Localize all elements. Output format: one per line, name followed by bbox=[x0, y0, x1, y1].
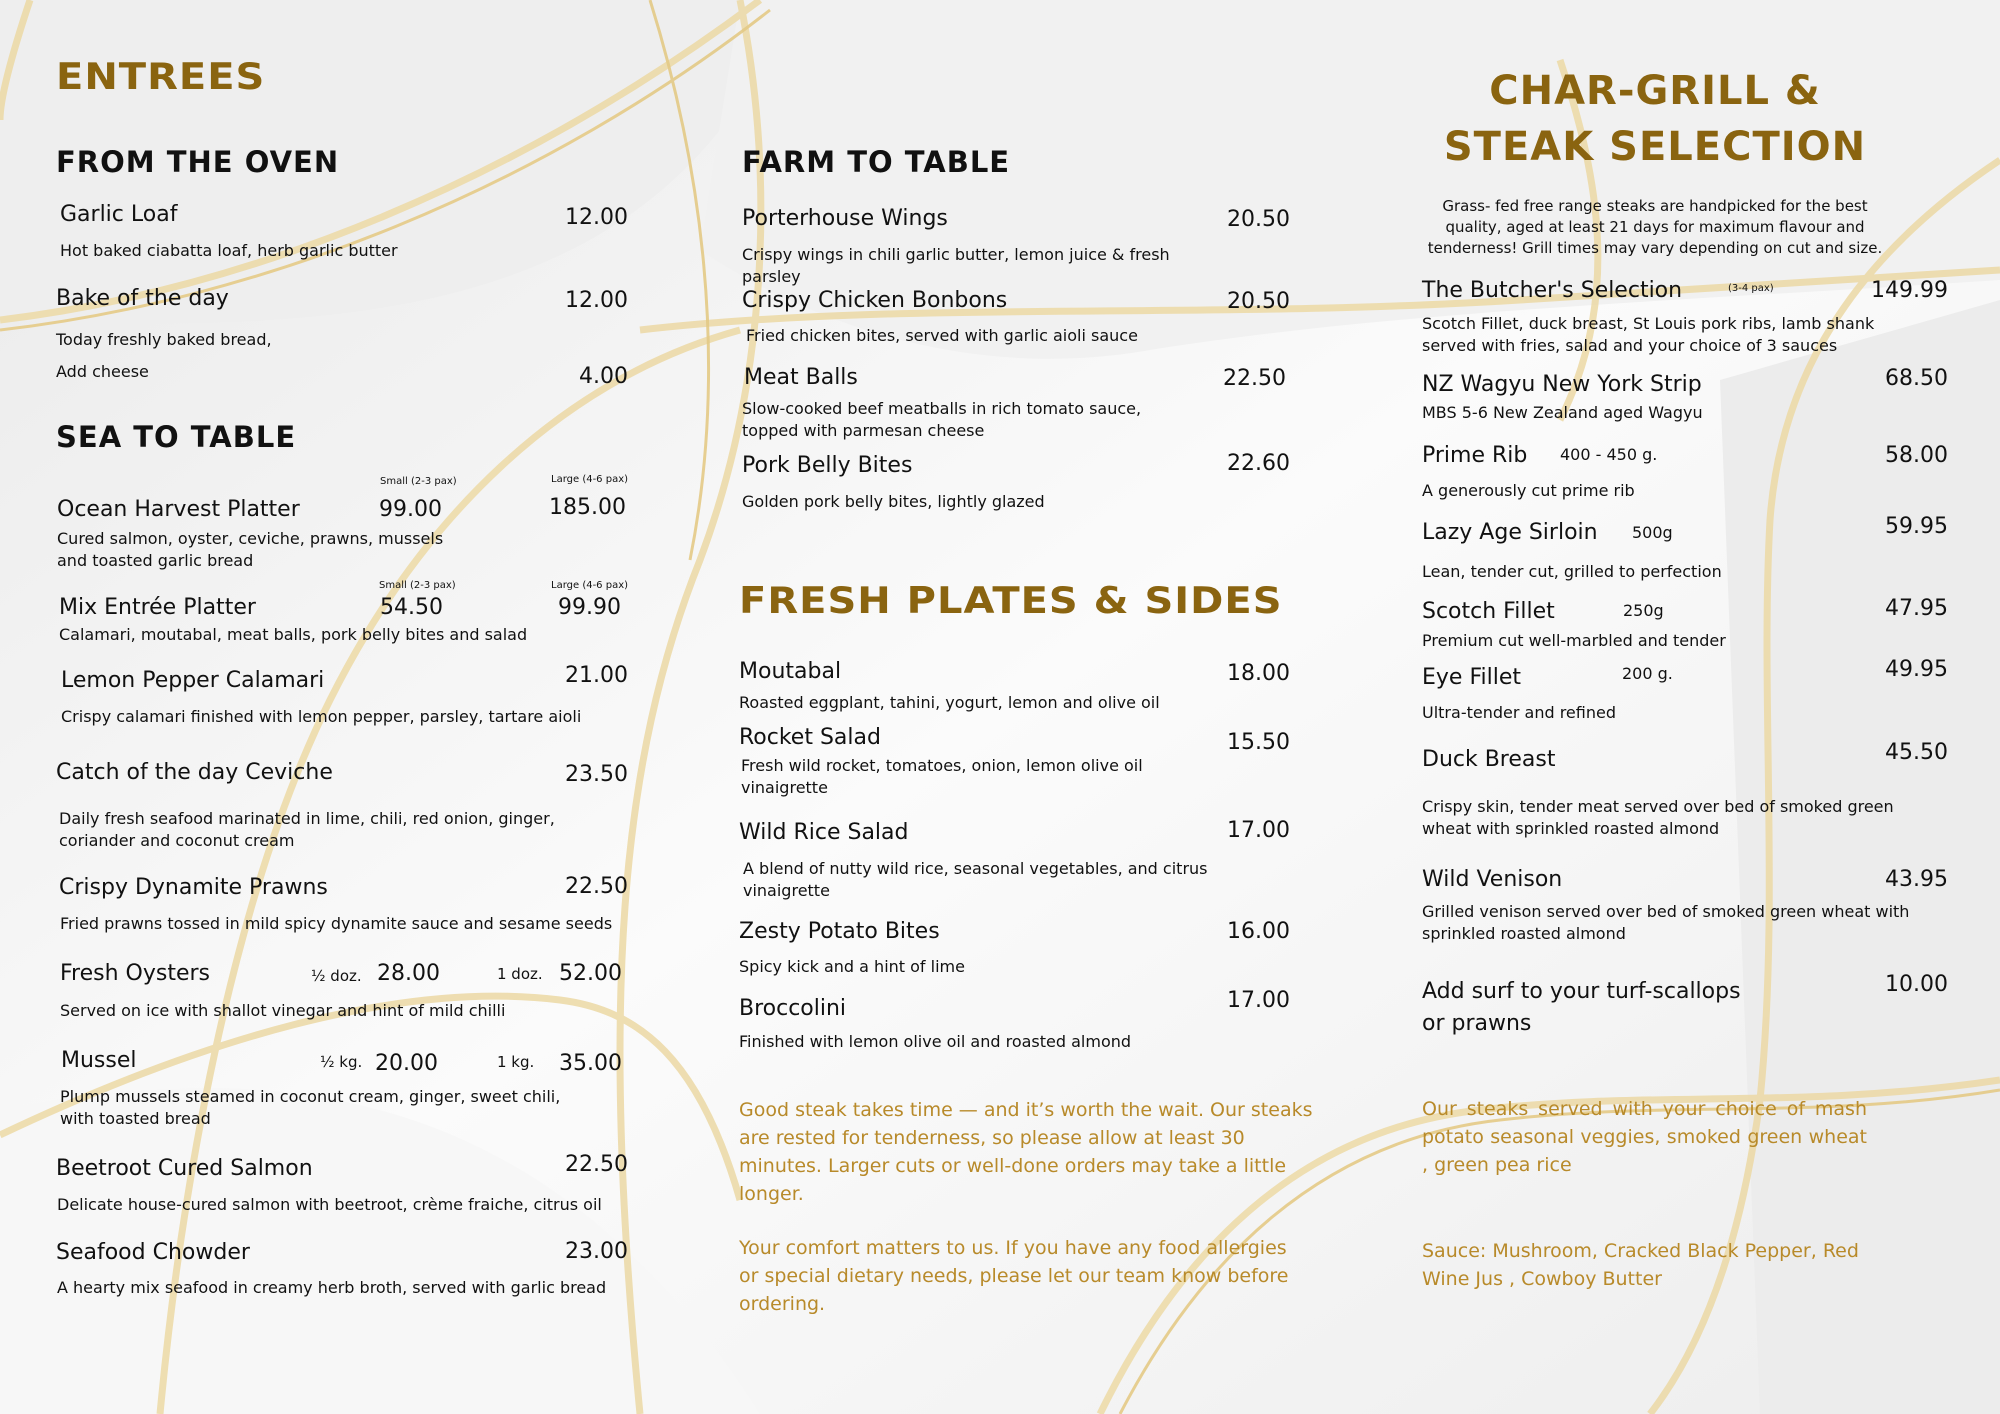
ocean-small-price: 99.00 bbox=[379, 497, 442, 522]
oysters-half-price: 28.00 bbox=[377, 961, 440, 986]
rocket-salad-desc: Fresh wild rocket, tomatoes, onion, lemon olive oil vinaigrette bbox=[741, 756, 1143, 797]
beetroot-salmon-desc: Delicate house-cured salmon with beetroot, crème fraiche, citrus oil bbox=[57, 1195, 602, 1214]
calamari-desc: Crispy calamari finished with lemon pepper, parsley, tartare aioli bbox=[61, 707, 582, 726]
eye-fillet-name: Eye Fillet bbox=[1422, 665, 1521, 690]
char-grill-heading-line1: CHAR-GRILL & bbox=[1489, 68, 1821, 114]
bake-of-day-desc: Today freshly baked bread, bbox=[56, 330, 272, 349]
wagyu-name: NZ Wagyu New York Strip bbox=[1422, 372, 1702, 397]
potato-bites-price: 16.00 bbox=[1227, 919, 1290, 944]
pork-belly-name: Pork Belly Bites bbox=[742, 453, 913, 478]
add-cheese-label: Add cheese bbox=[56, 362, 149, 381]
wings-price: 20.50 bbox=[1227, 207, 1290, 232]
mussel-full-price: 35.00 bbox=[559, 1051, 622, 1076]
chowder-price: 23.00 bbox=[565, 1239, 628, 1264]
chowder-name: Seafood Chowder bbox=[56, 1240, 250, 1265]
ocean-platter-desc: Cured salmon, oyster, ceviche, prawns, mussels and toasted garlic bread bbox=[57, 529, 444, 570]
garlic-loaf-price: 12.00 bbox=[565, 205, 628, 230]
surf-turf-name: Add surf to your turf-scallops or prawns bbox=[1422, 979, 1741, 1036]
broccolini-price: 17.00 bbox=[1227, 988, 1290, 1013]
wagyu-price: 68.50 bbox=[1885, 366, 1948, 391]
calamari-name: Lemon Pepper Calamari bbox=[61, 668, 325, 693]
potato-bites-name: Zesty Potato Bites bbox=[739, 919, 940, 944]
moutabal-name: Moutabal bbox=[739, 659, 842, 684]
pork-belly-desc: Golden pork belly bites, lightly glazed bbox=[742, 492, 1045, 511]
ocean-large-label: Large (4-6 pax) bbox=[551, 474, 629, 485]
ceviche-price: 23.50 bbox=[565, 762, 628, 787]
ocean-large-price: 185.00 bbox=[549, 495, 626, 520]
char-grill-heading-line2: STEAK SELECTION bbox=[1443, 124, 1867, 170]
wild-rice-price: 17.00 bbox=[1227, 818, 1290, 843]
chowder-desc: A hearty mix seafood in creamy herb broth, served with garlic bread bbox=[57, 1278, 607, 1297]
farm-to-table-heading: FARM TO TABLE bbox=[742, 145, 1011, 179]
entrees-heading: ENTREES bbox=[56, 56, 266, 99]
scotch-fillet-weight: 250g bbox=[1623, 601, 1664, 620]
sauce-note: Sauce: Mushroom, Cracked Black Pepper, Red Wine Jus , Cowboy Butter bbox=[1422, 1240, 1859, 1290]
wagyu-desc: MBS 5-6 New Zealand aged Wagyu bbox=[1422, 403, 1703, 422]
beetroot-salmon-name: Beetroot Cured Salmon bbox=[56, 1156, 313, 1181]
moutabal-price: 18.00 bbox=[1227, 661, 1290, 686]
oysters-desc: Served on ice with shallot vinegar and hint of mild chilli bbox=[60, 1001, 506, 1020]
venison-desc: Grilled venison served over bed of smoked green wheat with sprinkled roasted almond bbox=[1422, 902, 1910, 943]
garlic-loaf-desc: Hot baked ciabatta loaf, herb garlic butter bbox=[60, 241, 398, 260]
bonbons-desc: Fried chicken bites, served with garlic aioli sauce bbox=[746, 326, 1138, 345]
butcher-pax: (3-4 pax) bbox=[1728, 283, 1774, 294]
mussel-name: Mussel bbox=[61, 1048, 137, 1073]
duck-breast-price: 45.50 bbox=[1885, 740, 1948, 765]
broccolini-desc: Finished with lemon olive oil and roasted almond bbox=[739, 1032, 1132, 1051]
mussel-half-label: ½ kg. bbox=[320, 1053, 363, 1071]
moutabal-desc: Roasted eggplant, tahini, yogurt, lemon and olive oil bbox=[739, 693, 1160, 712]
broccolini-name: Broccolini bbox=[739, 996, 847, 1021]
oysters-full-price: 52.00 bbox=[559, 961, 622, 986]
bonbons-price: 20.50 bbox=[1227, 289, 1290, 314]
bonbons-name: Crispy Chicken Bonbons bbox=[742, 288, 1008, 313]
mix-large-label: Large (4-6 pax) bbox=[551, 580, 629, 591]
eye-fillet-weight: 200 g. bbox=[1622, 664, 1673, 683]
wild-rice-desc: A blend of nutty wild rice, seasonal vegetables, and citrus vinaigrette bbox=[743, 859, 1208, 900]
prime-rib-price: 58.00 bbox=[1885, 443, 1948, 468]
ocean-platter-name: Ocean Harvest Platter bbox=[57, 497, 300, 522]
ocean-small-label: Small (2-3 pax) bbox=[380, 476, 457, 487]
venison-name: Wild Venison bbox=[1422, 867, 1563, 892]
dynamite-prawns-price: 22.50 bbox=[565, 874, 628, 899]
dynamite-prawns-desc: Fried prawns tossed in mild spicy dynamite sauce and sesame seeds bbox=[60, 914, 613, 933]
oysters-half-label: ½ doz. bbox=[311, 967, 362, 985]
calamari-price: 21.00 bbox=[565, 663, 628, 688]
add-cheese-price: 4.00 bbox=[579, 364, 628, 389]
meatballs-name: Meat Balls bbox=[744, 365, 858, 390]
meatballs-desc: Slow-cooked beef meatballs in rich tomato sauce, topped with parmesan cheese bbox=[742, 399, 1142, 440]
steak-sides-note: Our steaks served with your choice of mash potato seasonal veggies, smoked green wheat , green pea rice bbox=[1422, 1098, 1867, 1176]
dynamite-prawns-name: Crispy Dynamite Prawns bbox=[59, 875, 328, 900]
sea-to-table-heading: SEA TO TABLE bbox=[56, 420, 297, 454]
mussel-desc: Plump mussels steamed in coconut cream, ginger, sweet chili, with toasted bread bbox=[60, 1087, 561, 1128]
sirloin-desc: Lean, tender cut, grilled to perfection bbox=[1422, 562, 1722, 581]
beetroot-salmon-price: 22.50 bbox=[565, 1152, 628, 1177]
wings-name: Porterhouse Wings bbox=[742, 206, 948, 231]
butcher-selection-name: The Butcher's Selection bbox=[1422, 278, 1683, 303]
mix-large-price: 99.90 bbox=[558, 595, 621, 620]
steak-intro: Grass- fed free range steaks are handpicked for the best quality, aged at least 21 days for maximum flavour and tenderness! Grill times may vary depending on cut and size. bbox=[1427, 197, 1883, 257]
potato-bites-desc: Spicy kick and a hint of lime bbox=[739, 957, 965, 976]
bake-of-day-name: Bake of the day bbox=[56, 286, 229, 311]
mix-platter-desc: Calamari, moutabal, meat balls, pork belly bites and salad bbox=[59, 625, 528, 644]
oysters-full-label: 1 doz. bbox=[497, 965, 543, 983]
butcher-price: 149.99 bbox=[1871, 278, 1948, 303]
scotch-fillet-name: Scotch Fillet bbox=[1422, 599, 1555, 624]
mix-small-price: 54.50 bbox=[380, 595, 443, 620]
eye-fillet-desc: Ultra-tender and refined bbox=[1422, 703, 1616, 722]
ceviche-name: Catch of the day Ceviche bbox=[56, 760, 333, 785]
scotch-fillet-desc: Premium cut well-marbled and tender bbox=[1422, 631, 1726, 650]
prime-rib-desc: A generously cut prime rib bbox=[1422, 481, 1635, 500]
prime-rib-weight: 400 - 450 g. bbox=[1560, 445, 1658, 464]
comfort-note: Your comfort matters to us. If you have any food allergies or special dietary needs, please let our team know before ordering. bbox=[739, 1237, 1289, 1315]
pork-belly-price: 22.60 bbox=[1227, 451, 1290, 476]
garlic-loaf-name: Garlic Loaf bbox=[60, 202, 178, 227]
wings-desc: Crispy wings in chili garlic butter, lemon juice & fresh parsley bbox=[742, 245, 1170, 286]
eye-fillet-price: 49.95 bbox=[1885, 657, 1948, 682]
venison-price: 43.95 bbox=[1885, 867, 1948, 892]
rocket-salad-price: 15.50 bbox=[1227, 730, 1290, 755]
meatballs-price: 22.50 bbox=[1223, 366, 1286, 391]
mix-small-label: Small (2-3 pax) bbox=[379, 580, 456, 591]
mussel-full-label: 1 kg. bbox=[497, 1053, 535, 1071]
mussel-half-price: 20.00 bbox=[375, 1051, 438, 1076]
rocket-salad-name: Rocket Salad bbox=[739, 725, 881, 750]
scotch-fillet-price: 47.95 bbox=[1885, 596, 1948, 621]
ceviche-desc: Daily fresh seafood marinated in lime, chili, red onion, ginger, coriander and coconut cream bbox=[59, 809, 555, 850]
fresh-plates-heading: FRESH PLATES & SIDES bbox=[739, 580, 1283, 623]
duck-breast-desc: Crispy skin, tender meat served over bed of smoked green wheat with sprinkled roasted almond bbox=[1422, 797, 1894, 838]
oysters-name: Fresh Oysters bbox=[60, 961, 211, 986]
duck-breast-name: Duck Breast bbox=[1422, 747, 1556, 772]
from-the-oven-heading: FROM THE OVEN bbox=[56, 145, 340, 179]
bake-of-day-price: 12.00 bbox=[565, 288, 628, 313]
steak-time-note: Good steak takes time — and it’s worth the wait. Our steaks are rested for tenderness, so please allow at least 30 minutes. Larger cuts or well-done orders may take a little longer. bbox=[739, 1099, 1313, 1205]
sirloin-price: 59.95 bbox=[1885, 514, 1948, 539]
mix-platter-name: Mix Entrée Platter bbox=[59, 595, 256, 620]
sirloin-name: Lazy Age Sirloin bbox=[1422, 520, 1598, 545]
butcher-desc: Scotch Fillet, duck breast, St Louis pork ribs, lamb shank served with fries, salad and your choice of 3 sauces bbox=[1422, 314, 1875, 355]
prime-rib-name: Prime Rib bbox=[1422, 443, 1528, 468]
surf-turf-price: 10.00 bbox=[1885, 972, 1948, 997]
sirloin-weight: 500g bbox=[1632, 523, 1673, 542]
wild-rice-name: Wild Rice Salad bbox=[739, 820, 909, 845]
